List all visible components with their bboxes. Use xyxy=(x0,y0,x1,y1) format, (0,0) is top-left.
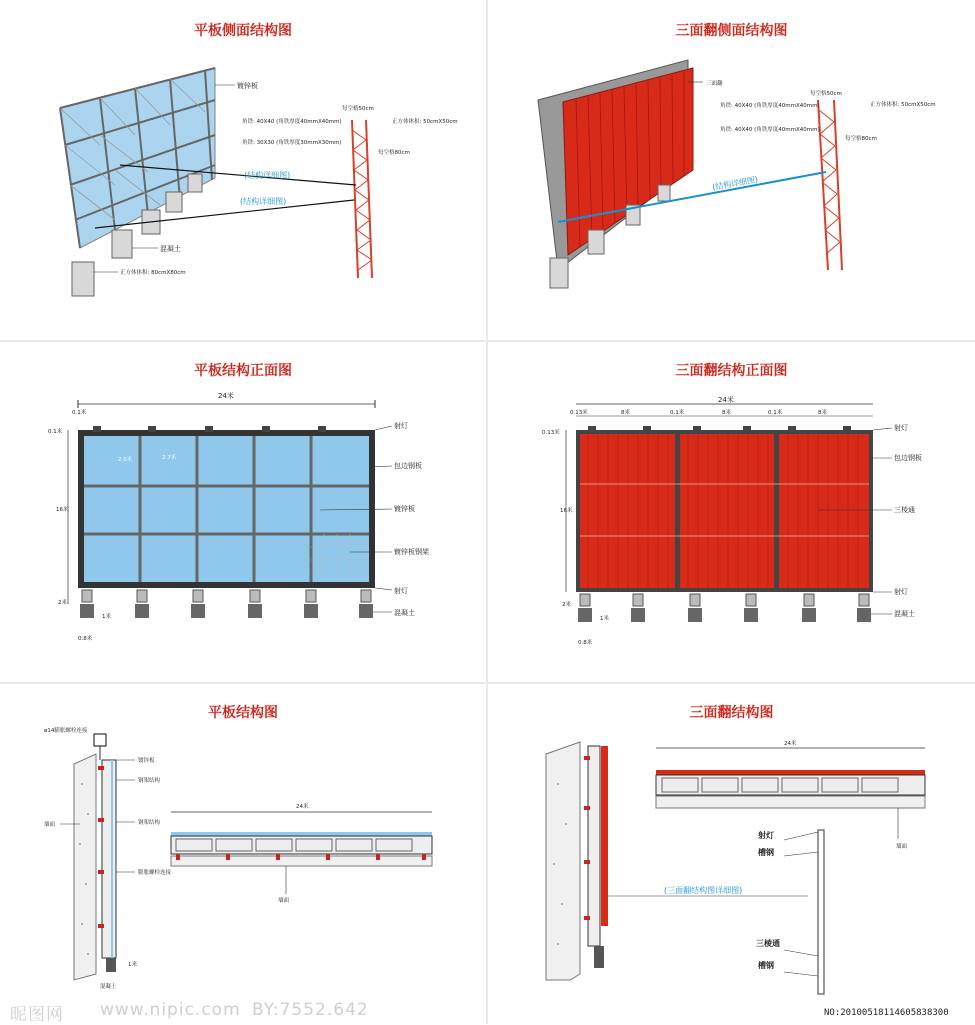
label-top-margin-2: 0.1米 xyxy=(48,429,63,435)
label-inner-height: 2.0米 xyxy=(118,457,133,463)
watermark-logo: 昵图网 xyxy=(10,1005,64,1025)
label-angle-2: 角铁: 40X40 (角铁厚度40mmX40mm) xyxy=(720,127,820,133)
label-angle-30: 角铁: 30X30 (角铁厚度30mmX30mm) xyxy=(242,140,342,146)
panel-trivision-front-view xyxy=(488,342,975,682)
label-channel-2: 槽钢 xyxy=(758,961,774,970)
label-segment-2: 8米 xyxy=(722,410,731,416)
label-foot-height: 1米 xyxy=(102,614,111,620)
label-galvanized: 镀锌板 xyxy=(237,82,258,90)
flat-side-structure-drawing xyxy=(0,0,486,340)
label-cell-80: 每空格80cm xyxy=(378,150,410,156)
label-edge-steel: 包边钢板 xyxy=(394,462,422,470)
label-cube-50: 正方体体积: 50cmX50cm xyxy=(870,102,936,108)
label-galvanized: 镀锌板 xyxy=(138,758,155,764)
label-spotlight: 射灯 xyxy=(394,422,408,430)
label-detail: (三面翻结构图详细图) xyxy=(664,886,743,895)
label-top-margin: 0.13米 xyxy=(570,410,588,416)
label-prism: 三棱通 xyxy=(894,506,915,514)
label-cell-50: 每空格50cm xyxy=(342,106,374,112)
label-spotlight: 射灯 xyxy=(758,831,774,840)
trivision-side-structure-drawing xyxy=(488,0,975,340)
panel-trivision-side-view xyxy=(488,0,975,340)
label-width: 24米 xyxy=(296,804,309,810)
panel-title: 三面翻侧面结构图 xyxy=(675,23,788,39)
label-angle-1: 角铁: 40X40 (角铁厚度40mmX40mm) xyxy=(720,103,820,109)
watermark-author: BY:7552.642 xyxy=(252,1000,369,1020)
label-top-margin-2: 0.13米 xyxy=(542,430,560,436)
panel-trivision-structure xyxy=(488,684,975,996)
label-foot-width: 0.8米 xyxy=(578,640,593,646)
label-top-margin: 0.1米 xyxy=(72,410,87,416)
label-spotlight-2: 射灯 xyxy=(394,587,408,595)
label-bottom: 2米 xyxy=(58,600,67,606)
label-segment-3: 8米 xyxy=(818,410,827,416)
label-cube-50: 正方体体积: 50cmX50cm xyxy=(392,119,458,125)
label-bottom: 2米 xyxy=(562,602,571,608)
label-spotlight-2: 射灯 xyxy=(894,588,908,596)
watermark-url: www.nipic.com xyxy=(100,1000,241,1020)
panel-title: 平板结构图 xyxy=(208,705,278,721)
label-foot-width: 0.8米 xyxy=(78,636,93,642)
label-detail: (结构详细图) xyxy=(711,175,759,192)
label-height: 16米 xyxy=(56,507,69,513)
panel-flat-structure xyxy=(0,684,486,996)
label-width: 24米 xyxy=(218,392,234,400)
panel-title: 平板侧面结构图 xyxy=(194,23,292,39)
label-segment-1: 8米 xyxy=(621,410,630,416)
label-concrete: 混凝土 xyxy=(394,609,415,617)
panel-flat-front-view xyxy=(0,342,486,682)
label-foot: 1米 xyxy=(128,962,137,968)
label-foot-height: 1米 xyxy=(600,616,609,622)
label-width: 24米 xyxy=(718,396,734,404)
label-angle-40: 角铁: 40X40 (角铁厚度40mmX40mm) xyxy=(242,119,342,125)
label-trivision: 三面翻 xyxy=(706,81,723,87)
label-cell-80: 每空格80cm xyxy=(845,136,877,142)
image-id-label: NO:20100518114605838300 xyxy=(824,1008,949,1018)
panel-title: 平板结构正面图 xyxy=(194,363,292,379)
panel-title: 三面翻结构正面图 xyxy=(675,363,788,379)
panel-flat-side-view xyxy=(0,0,486,340)
label-concrete: 混凝土 xyxy=(100,984,117,990)
label-steel-frame-2: 钢架结构 xyxy=(138,820,161,826)
label-edge-steel: 包边钢板 xyxy=(894,454,922,462)
label-spotlight: 射灯 xyxy=(894,424,908,432)
label-concrete: 混凝土 xyxy=(894,610,915,618)
label-concrete: 混凝土 xyxy=(160,245,181,253)
label-gap-2: 0.1米 xyxy=(768,410,783,416)
label-bolt: ø14膨胀螺栓连接 xyxy=(44,728,88,734)
label-wall: 墙面 xyxy=(896,844,908,850)
trivision-structure-drawing xyxy=(488,684,975,996)
label-prism: 三棱通 xyxy=(756,939,780,948)
label-cell-50: 每空格50cm xyxy=(810,91,842,97)
label-frame: 镀锌板钢架 xyxy=(394,548,429,556)
label-steel-frame: 钢架结构 xyxy=(138,778,161,784)
label-detail-2: (结构详细图) xyxy=(240,197,287,206)
label-channel: 槽钢 xyxy=(758,848,774,857)
label-wall-2: 墙面 xyxy=(278,898,290,904)
label-gap-1: 0.1米 xyxy=(670,410,685,416)
label-wall: 墙面 xyxy=(44,822,56,828)
label-cube-80: 正方体体积: 80cmX80cm xyxy=(120,270,186,276)
label-height: 16米 xyxy=(560,508,573,514)
panel-title: 三面翻结构图 xyxy=(689,705,774,721)
label-detail-1: (结构详细图) xyxy=(244,171,291,180)
label-bolt-2: 膨胀螺栓连接 xyxy=(138,870,172,876)
label-galvanized: 镀锌板 xyxy=(394,505,415,513)
label-width: 24米 xyxy=(784,741,797,747)
label-inner-width: 2.7米 xyxy=(162,455,177,461)
